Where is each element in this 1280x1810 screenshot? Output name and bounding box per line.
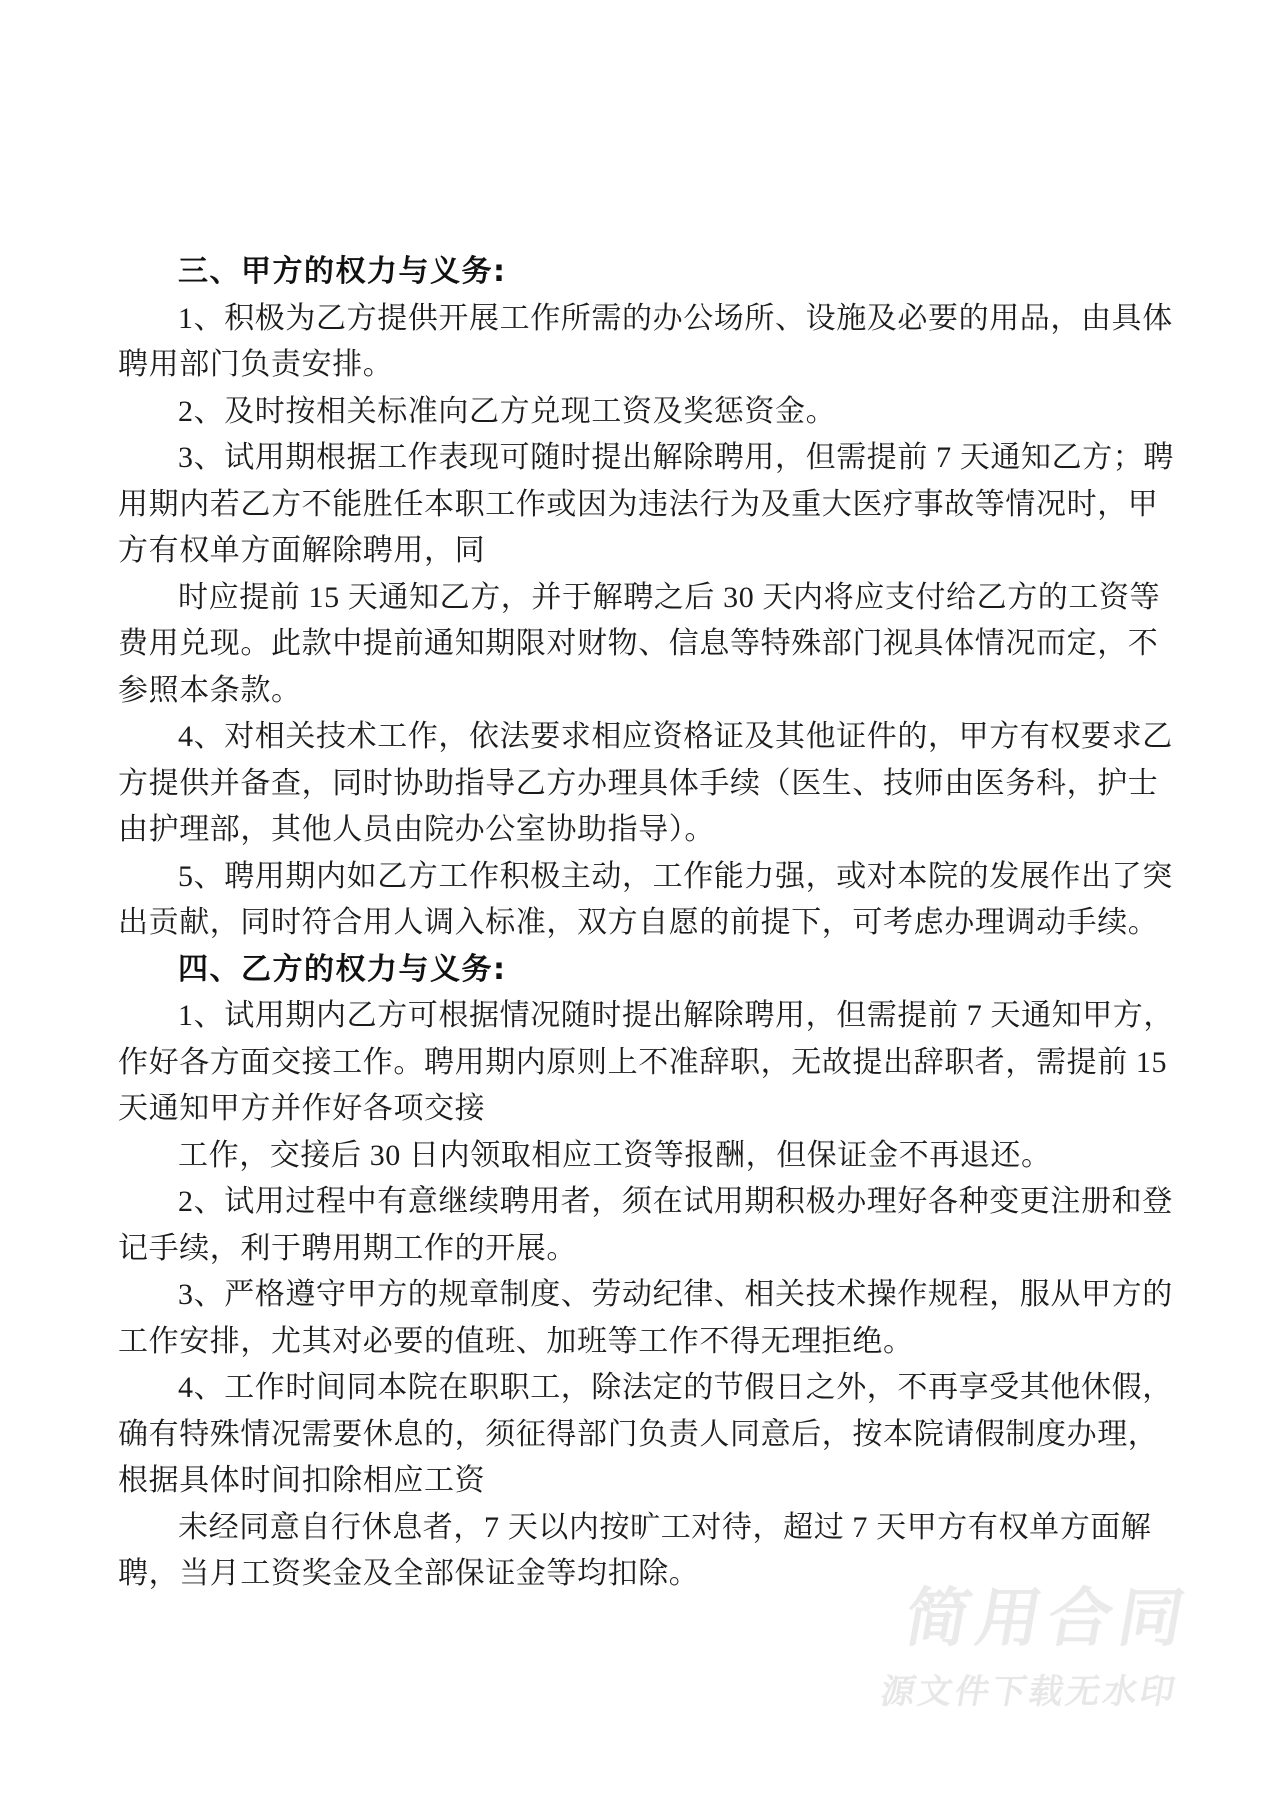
document-line: 聘用部门负责安排。 bbox=[118, 348, 394, 381]
document-line: 用期内若乙方不能胜任本职工作或因为违法行为及重大医疗事故等情况时，甲 bbox=[118, 487, 1159, 521]
document-line: 未经同意自行休息者，7 天以内按旷工对待，超过 7 天甲方有权单方面解 bbox=[178, 1510, 1152, 1544]
section-heading: 三、甲方的权力与义务: bbox=[178, 254, 507, 289]
document-line: 方有权单方面解除聘用，同 bbox=[118, 534, 486, 567]
document-body bbox=[118, 249, 1218, 1598]
document-line: 时应提前 15 天通知乙方，并于解聘之后 30 天内将应支付给乙方的工资等 bbox=[178, 580, 1161, 614]
document-line: 1、积极为乙方提供开展工作所需的办公场所、设施及必要的用品，由具体 bbox=[178, 301, 1173, 335]
document-line: 2、及时按相关标准向乙方兑现工资及奖惩资金。 bbox=[178, 394, 837, 428]
document-line: 天通知甲方并作好各项交接 bbox=[118, 1092, 486, 1125]
document-line: 3、严格遵守甲方的规章制度、劳动纪律、相关技术操作规程，服从甲方的 bbox=[178, 1278, 1173, 1311]
document-line: 费用兑现。此款中提前通知期限对财物、信息等特殊部门视具体情况而定，不 bbox=[118, 627, 1159, 660]
document-line: 方提供并备查，同时协助指导乙方办理具体手续（医生、技师由医务科，护士 bbox=[118, 766, 1159, 800]
document-line: 1、试用期内乙方可根据情况随时提出解除聘用，但需提前 7 天通知甲方， bbox=[178, 999, 1174, 1032]
document-line: 由护理部，其他人员由院办公室协助指导）。 bbox=[118, 813, 715, 846]
section-heading: 四、乙方的权力与义务: bbox=[178, 951, 507, 987]
document-line: 聘，当月工资奖金及全部保证金等均扣除。 bbox=[118, 1557, 700, 1590]
document-line: 确有特殊情况需要休息的，须征得部门负责人同意后，按本院请假制度办理， bbox=[118, 1417, 1159, 1451]
document-line: 4、工作时间同本院在职职工，除法定的节假日之外，不再享受其他休假， bbox=[178, 1371, 1173, 1404]
document-line: 5、聘用期内如乙方工作积极主动，工作能力强，或对本院的发展作出了突 bbox=[178, 859, 1173, 893]
document-line: 3、试用期根据工作表现可随时提出解除聘用，但需提前 7 天通知乙方；聘 bbox=[178, 441, 1174, 474]
document-line: 记手续，利于聘用期工作的开展。 bbox=[118, 1231, 577, 1265]
document-line: 根据具体时间扣除相应工资 bbox=[118, 1464, 486, 1497]
document-line: 2、试用过程中有意继续聘用者，须在试用期积极办理好各种变更注册和登 bbox=[178, 1185, 1173, 1218]
document-line: 工作安排，尤其对必要的值班、加班等工作不得无理拒绝。 bbox=[118, 1324, 914, 1358]
document-line: 出贡献，同时符合用人调入标准，双方自愿的前提下，可考虑办理调动手续。 bbox=[118, 906, 1159, 939]
document-line: 参照本条款。 bbox=[118, 673, 302, 707]
document-line: 4、对相关技术工作，依法要求相应资格证及其他证件的，甲方有权要求乙 bbox=[178, 720, 1173, 753]
document-line: 工作，交接后 30 日内领取相应工资等报酬，但保证金不再退还。 bbox=[178, 1138, 1052, 1172]
watermark bbox=[877, 1582, 1197, 1712]
document-line: 作好各方面交接工作。聘用期内原则上不准辞职，无故提出辞职者，需提前 15 bbox=[118, 1045, 1168, 1079]
watermark-subtitle: 源文件下载无水印 bbox=[877, 1672, 1181, 1712]
watermark-title: 简用合同 bbox=[899, 1582, 1197, 1656]
